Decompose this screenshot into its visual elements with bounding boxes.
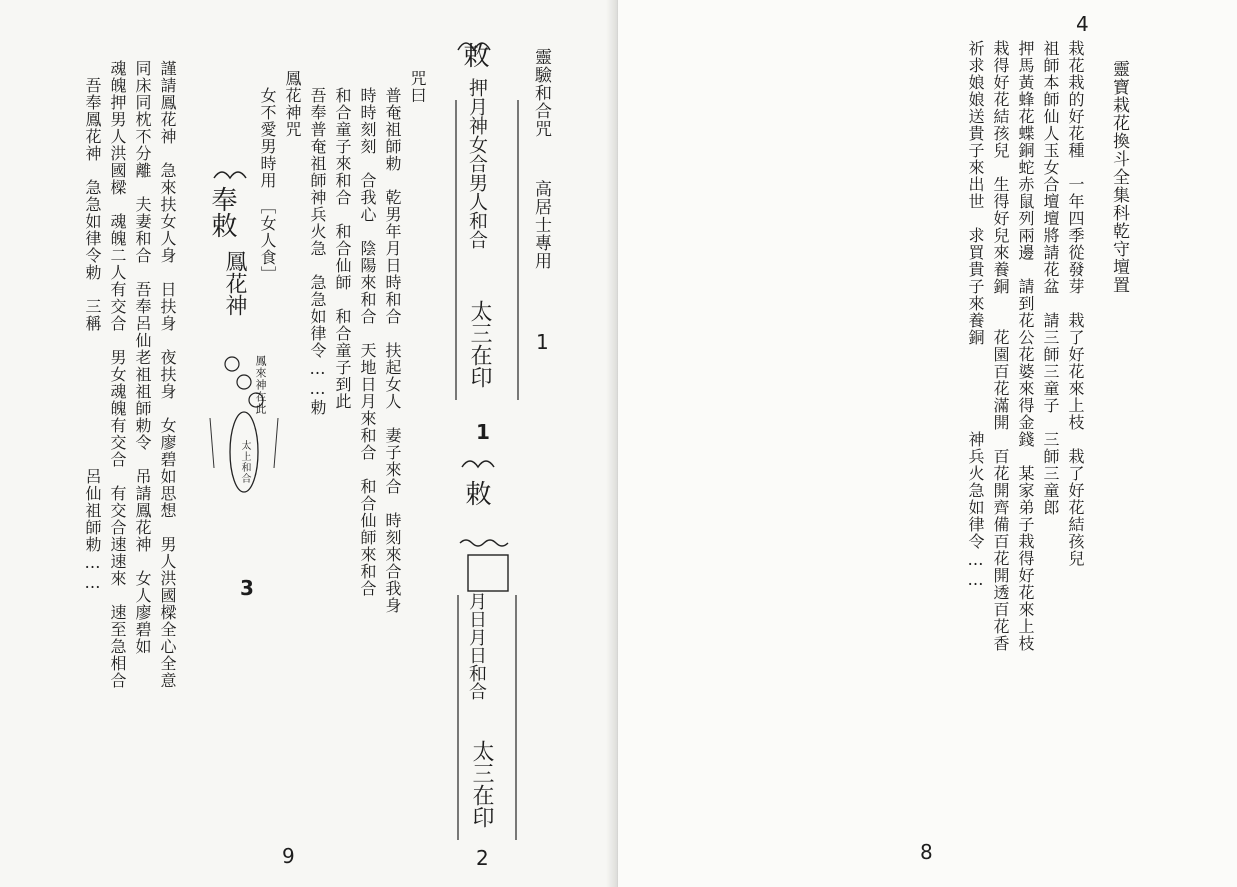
page-number-top: 1 bbox=[536, 330, 549, 354]
right-column-5: 祈求娘娘送貴子來出世 求買貴子來養銅 神兵火急如律令…… bbox=[966, 40, 985, 590]
talisman-2-label: 2 bbox=[476, 846, 489, 870]
right-column-3: 押馬黃蜂花蝶銅蛇赤鼠列兩邊 請到花公花婆來得金錢 某家弟子栽得好花來上枝 bbox=[1016, 40, 1035, 652]
talisman-1-stamp: 太三在印 bbox=[467, 300, 492, 388]
right-page-number-bottom: 8 bbox=[920, 840, 933, 864]
chant-2-column-2: 女不愛男時用 ［女人食］ bbox=[258, 70, 277, 283]
chant-1-column-3: 時時刻刻 合我心 陰陽來和合 天地日月來和合 和合仙師來和合 bbox=[358, 70, 377, 597]
chant-3-column-4: 吾奉鳳花神 急急如律令勅 三稱 呂仙祖師勅…… bbox=[83, 60, 102, 593]
right-page-title: 靈寶栽花換斗全集科乾守壇置 bbox=[1109, 60, 1129, 294]
chant-1-column-4: 和合童子來和合 和合仙師 和合童子到此 bbox=[333, 70, 352, 410]
author-note: 高居士專用 bbox=[531, 180, 551, 270]
talisman-3-body: 鳳花神 bbox=[222, 250, 247, 316]
right-column-1: 栽花栽的好花種 一年四季從發芽 栽了好花來上枝 栽了好花結孩兒 bbox=[1066, 40, 1085, 567]
right-page-number-top: 4 bbox=[1076, 12, 1089, 36]
talisman-3-label: 3 bbox=[240, 576, 254, 600]
chant-1-column-5: 吾奉普奄祖師神兵火急 急急如律令……勅 bbox=[308, 70, 327, 416]
talisman-2-stamp: 太三在印 bbox=[469, 740, 494, 828]
left-page bbox=[0, 0, 618, 887]
talisman-2-header: 敕 bbox=[461, 480, 491, 506]
talisman-3-side-text: 鳳來神在此 bbox=[254, 355, 267, 415]
right-column-4: 栽得好花結孩兒 生得好兒來養銅 花園百花滿開 百花開齊備百花開透百花香 bbox=[991, 40, 1010, 652]
talisman-2-body: 月日月日和合 bbox=[466, 592, 487, 700]
page-number-bottom-left: 9 bbox=[282, 844, 295, 868]
chant-title: 靈驗和合咒 bbox=[531, 48, 551, 138]
chant-2-column-1: 鳳花神咒 bbox=[283, 70, 302, 138]
chant-3-column-1: 謹請鳳花神 急來扶女人身 日扶身 夜扶身 女廖碧如思想 男人洪國樑全心全意 bbox=[158, 60, 177, 689]
talisman-1-header: 敕 bbox=[459, 42, 489, 68]
talisman-1-body: 押月神女合男人和合 bbox=[466, 78, 488, 249]
chant-3-column-3: 魂魄押男人洪國樑 魂魄二人有交合 男女魂魄有交合 有交合速速來 速至急相合 bbox=[108, 60, 127, 689]
talisman-3-seal-text: 太上和合 bbox=[239, 440, 250, 484]
chant-1-column-1: 咒曰 bbox=[408, 70, 427, 104]
talisman-1-label: 1 bbox=[476, 420, 490, 444]
chant-1-column-2: 普奄祖師勅 乾男年月日時和合 扶起女人 妻子來合 時刻來合我身 bbox=[383, 70, 402, 614]
talisman-3-header: 奉敕 bbox=[207, 186, 237, 238]
chant-3-column-2: 同床同枕不分離 夫妻和合 吾奉呂仙老祖祖師勅令 吊請鳳花神 女人廖碧如 bbox=[133, 60, 152, 655]
right-page bbox=[618, 0, 1237, 887]
right-column-2: 祖師本師仙人玉女合壇壇將請花盆 請三師三童子 三師三童郎 bbox=[1041, 40, 1060, 516]
